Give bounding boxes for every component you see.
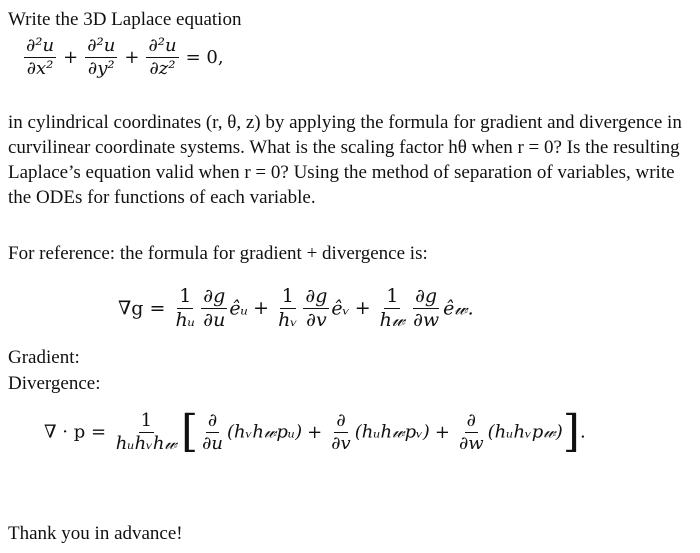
divergence-lhs [44,422,106,443]
plus-sign: + [124,46,140,68]
partial-w [457,411,486,454]
gradient-label: Gradient: [8,347,80,368]
fraction-y [85,36,117,79]
fraction-denominator: hᵤhᵥh𝓌 [115,432,177,454]
fraction-numerator: ∂g [203,285,226,307]
equals-zero: = 0, [185,46,224,68]
plus-sign: + [434,421,450,443]
fraction-denominator: ∂w [458,432,484,454]
unit-vector-w: ê𝓌. [443,297,474,320]
fraction-x [24,36,56,79]
left-bracket: [ [180,406,199,457]
closing-line: Thank you in advance! [8,523,183,544]
question-text: in cylindrical coordinates (r, θ, z) by applying the formula for gradient and divergence in curvilinear coordinate systems. What is the scaling factor hθ when r = 0? Is the resulting Laplace’s equation valid when r = 0? Using the method of separation of variables, write the ODEs for functions of each variable. [8,112,682,208]
fraction-numerator: 1 [140,409,153,431]
coefficient-v [276,286,299,331]
plus-sign: + [63,46,79,68]
unit-vector-u: êᵤ [229,297,249,320]
period: . [579,421,586,443]
fraction-numerator: 1 [386,285,399,307]
derivative-w [411,286,441,331]
fraction-numerator: ∂ [207,409,218,431]
fraction-denominator: h𝓌 [379,308,406,331]
fraction-numerator: ∂ [336,409,346,431]
fraction-numerator: ∂g [305,285,328,307]
derivative-u [201,286,227,331]
fraction-z [146,36,178,79]
divergence-formula [44,406,586,457]
right-bracket: ] [562,406,580,457]
fraction-denominator: ∂y² [87,57,115,79]
fraction-denominator: ∂u [203,308,226,331]
fraction-denominator: ∂v [331,432,351,454]
divergence-prefactor [114,411,179,454]
fraction-denominator: ∂u [202,432,224,454]
term-v: (hᵤh𝓌pᵥ) [354,421,430,443]
divergence-label: Divergence: [8,373,101,394]
unit-vector-v: êᵥ [331,297,350,320]
gradient-formula [118,286,474,331]
fraction-denominator: ∂x² [26,57,54,79]
fraction-denominator: hᵤ [175,308,196,331]
fraction-numerator: 1 [281,285,294,307]
laplace-equation [22,36,229,79]
fraction-numerator: ∂ [466,409,476,431]
fraction-numerator: ∂g [415,285,438,307]
plus-sign: + [354,297,371,320]
fraction-denominator: ∂v [306,308,327,331]
fraction-denominator: ∂w [413,308,440,331]
term-w: (hᵤhᵥp𝓌) [487,421,563,443]
coefficient-w [378,286,407,331]
derivative-v [303,286,329,331]
plus-sign: + [307,421,323,443]
coefficient-u [173,286,197,331]
reference-line: For reference: the formula for gradient + divergence is: [8,243,428,264]
term-u: (hᵥh𝓌pᵤ) [227,421,303,443]
divergence-lhs-text: ∇ · p = [44,421,107,443]
fraction-denominator: ∂z² [149,57,176,79]
fraction-numerator: ∂²u [148,35,177,56]
fraction-numerator: ∂²u [87,35,116,56]
plus-sign: + [253,297,270,320]
fraction-denominator: hᵥ [278,308,298,331]
gradient-lhs: ∇g = [118,297,166,320]
partial-u [200,411,225,454]
intro-line: Write the 3D Laplace equation [8,9,242,30]
fraction-numerator: 1 [179,285,192,307]
fraction-numerator: ∂²u [26,35,55,56]
partial-v [329,411,352,454]
